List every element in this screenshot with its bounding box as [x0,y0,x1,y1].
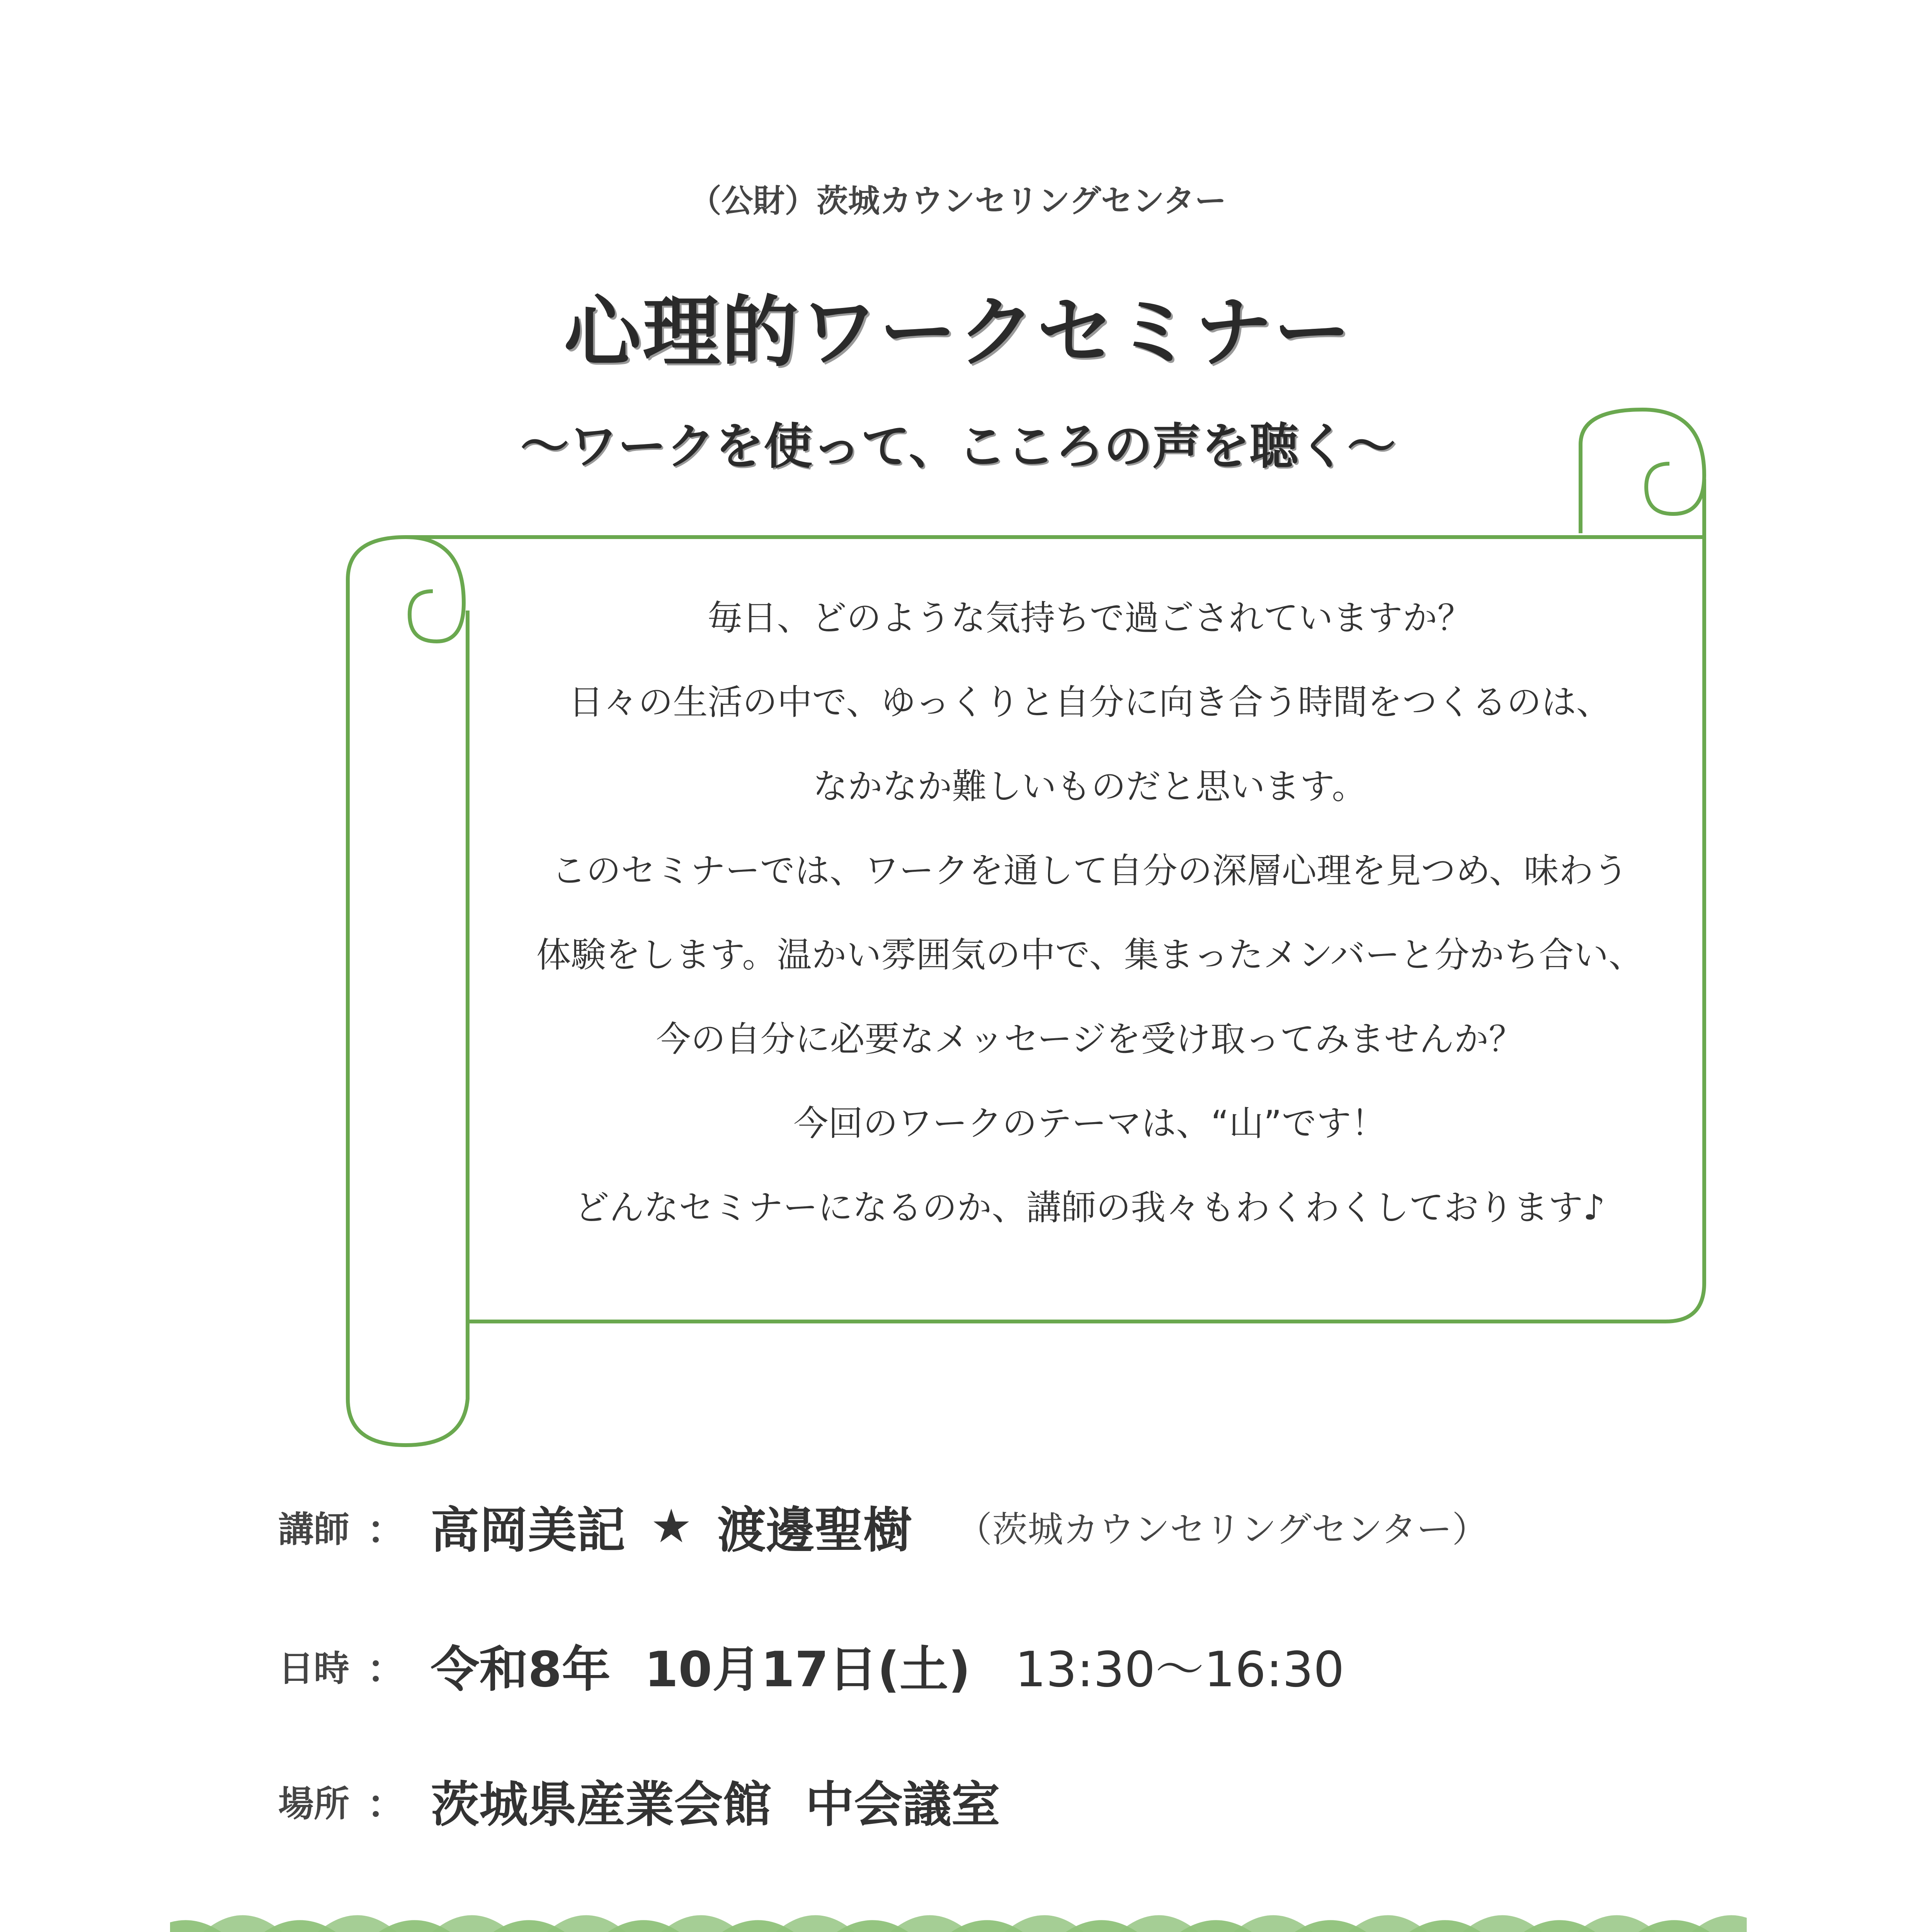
intro-line: 今の自分に必要なメッセージを受け取ってみませんか？ [656,1019,1524,1060]
lecturer-affiliation: （茨城カウンセリングセンター） [956,1509,1488,1550]
lecturer-colon: ： [367,1507,406,1553]
lecturer-row [278,1492,1488,1569]
lecturer-label: 講師 [278,1509,350,1550]
venue-place: 茨城県産業会館 中会議室 [431,1776,1000,1833]
page-title: 心理的ワークセミナー [563,287,1352,378]
intro-line: 日々の生活の中で、ゆっくりと自分に向き合う時間をつくるのは、 [568,682,1611,723]
intro-line: 今回のワークのテーマは、“山”です！ [793,1103,1386,1144]
star-icon: ★ [650,1500,692,1553]
lecturer-name-2: 渡邊聖樹 [717,1502,912,1559]
intro-line: どんなセミナーになるのか、講師の我々もわくわくしております♪ [574,1187,1605,1228]
venue-label: 場所 [278,1783,350,1825]
lecturer-name-1: 高岡美記 [431,1502,626,1559]
event-time: 13:30～16:30 [1015,1641,1344,1698]
hills-decoration [170,1886,1747,1932]
venue-colon: ： [367,1781,406,1827]
event-date: 令和8年 10月17日(土) [431,1641,971,1698]
intro-line: 毎日、どのような気持ちで過ごされていますか？ [707,598,1472,638]
datetime-colon: ： [367,1646,406,1692]
intro-line: このセミナーでは、ワークを通して自分の深層心理を見つめ、味わう [551,850,1628,891]
hills-illustration [170,1915,1747,1932]
intro-line: なかなか難しいものだと思います。 [813,766,1367,807]
intro-text [471,595,1708,1269]
intro-line: 体験をします。温かい雰囲気の中で、集まったメンバーと分かち合い、 [536,935,1644,975]
datetime-row [278,1631,1344,1708]
organization-header: （公財）茨城カウンセリングセンター [689,183,1227,219]
page-subtitle: ～ワークを使って、こころの声を聴く～ [520,418,1396,475]
datetime-label: 日時 [278,1648,350,1689]
venue-row [278,1766,1000,1843]
